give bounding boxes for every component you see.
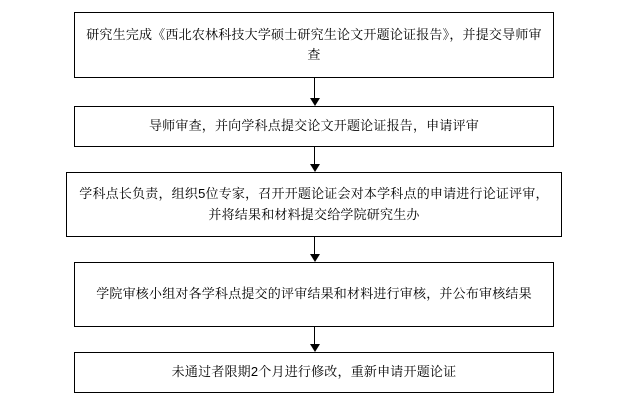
- flow-node-step-3: [66, 172, 562, 237]
- flow-node-step-3-label: 学科点长负责，组织5位专家，召开开题论证会对本学科点的申请进行论证评审，并将结果和材料提交给学院研究生办: [79, 186, 549, 222]
- arrow-shaft: [314, 78, 315, 98]
- arrow-head-down-icon: [310, 98, 320, 106]
- flow-node-step-4-label: 学院审核小组对各学科点提交的评审结果和材料进行审核，并公布审核结果: [96, 286, 532, 302]
- flow-arrow-3: [309, 237, 320, 262]
- flow-arrow-2: [309, 147, 320, 172]
- flow-node-step-5-label: 未通过者限期2个月进行修改，重新申请开题论证: [171, 364, 457, 380]
- flow-arrow-4: [309, 327, 320, 352]
- arrow-shaft: [314, 237, 315, 254]
- arrow-shaft: [314, 327, 315, 344]
- arrow-head-down-icon: [310, 254, 320, 262]
- flow-node-step-1: [74, 12, 554, 78]
- flow-node-step-1-label: 研究生完成《西北农林科技大学硕士研究生论文开题论证报告》，并提交导师审查: [86, 26, 542, 62]
- flow-node-step-2-label: 导师审查，并向学科点提交论文开题论证报告，申请评审: [148, 118, 479, 134]
- arrow-shaft: [314, 147, 315, 164]
- arrow-head-down-icon: [310, 164, 320, 172]
- flow-node-step-2: [74, 106, 554, 147]
- arrow-head-down-icon: [310, 344, 320, 352]
- flow-node-step-5: [74, 352, 554, 393]
- flow-node-step-4: [74, 262, 554, 327]
- flow-arrow-1: [309, 78, 320, 106]
